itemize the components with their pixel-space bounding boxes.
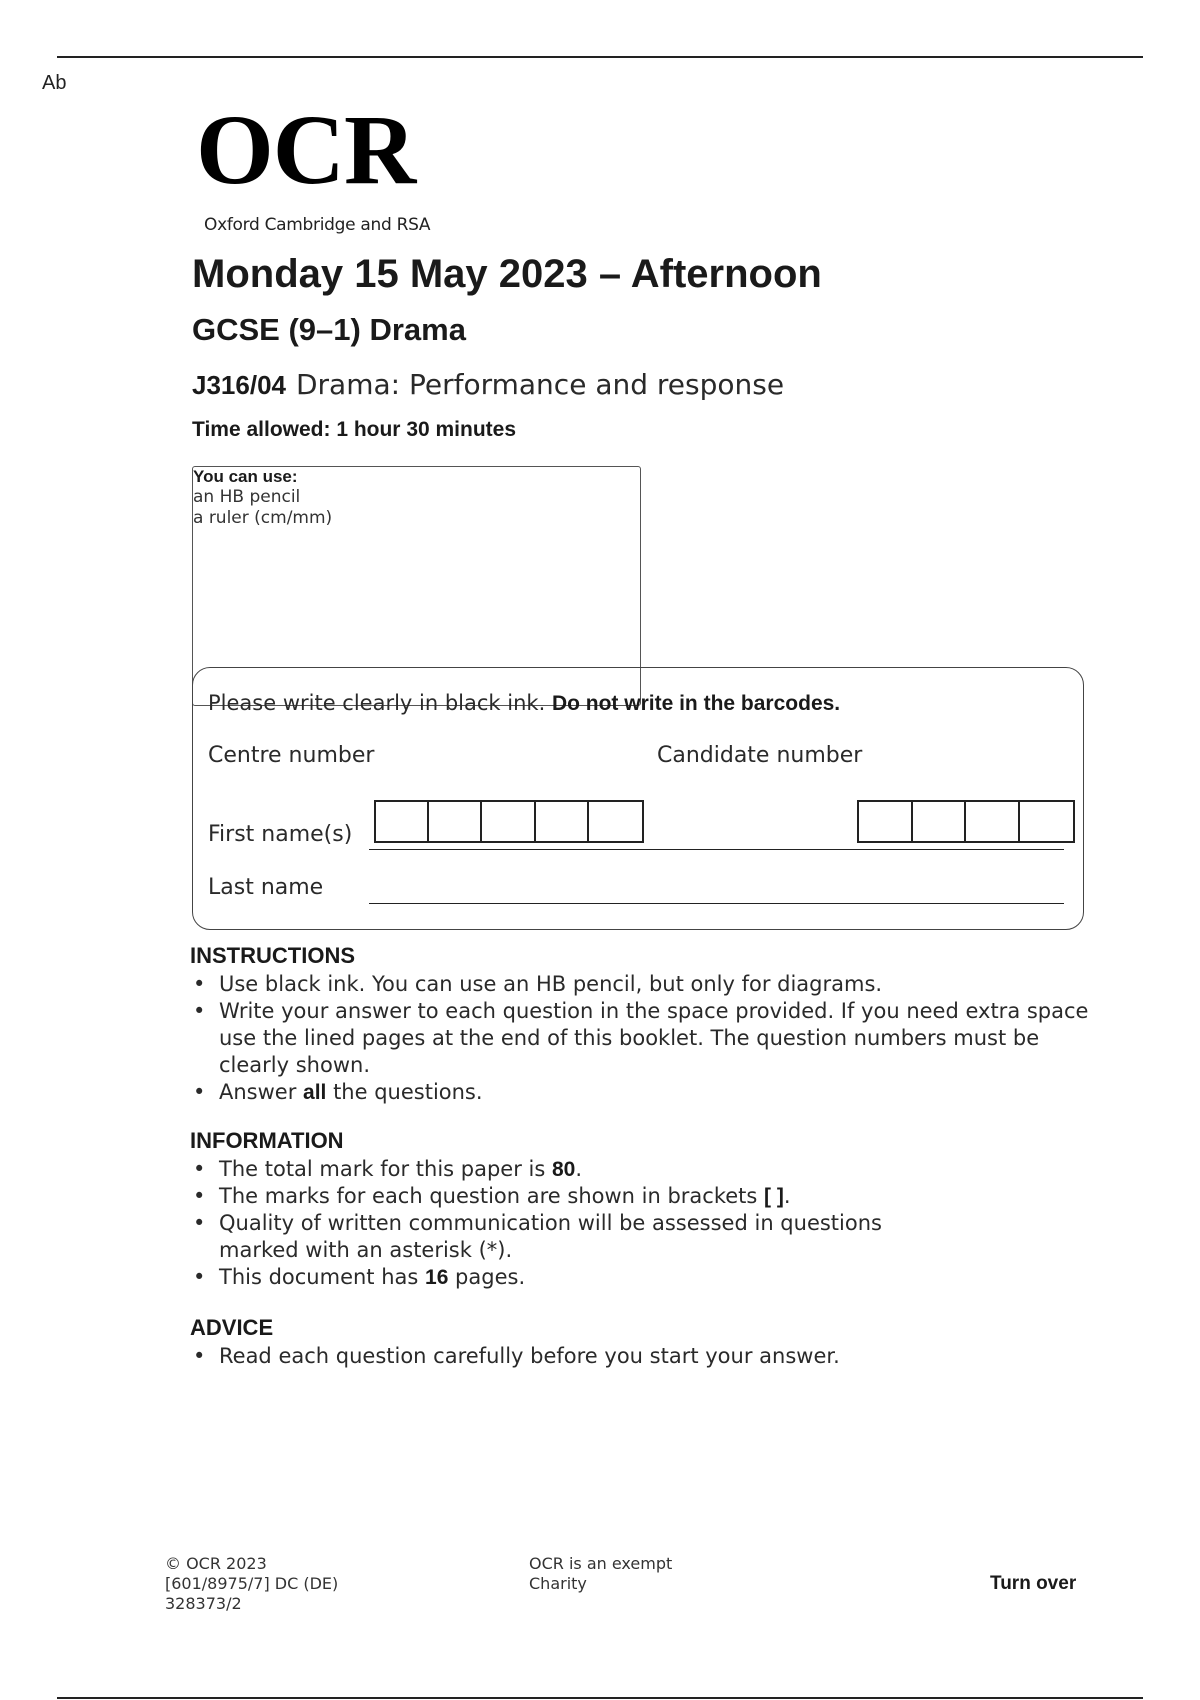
bullet-icon: • [193,1080,206,1104]
turn-over-label: Turn over [990,1573,1077,1594]
footer-code: [601/8975/7] DC (DE) [165,1574,339,1593]
advice-list [190,1343,1110,1370]
list-item: • Answer all the questions. [193,1080,483,1104]
qualification-title: GCSE (9–1) Drama [192,312,466,347]
candidate-number-boxes[interactable] [857,800,1075,843]
bullet-icon: • [193,1265,206,1289]
unit-line [192,368,784,401]
list-item: • Read each question carefully before you start your answer. [193,1344,840,1368]
unit-code: J316/04 [192,370,286,400]
last-name-line[interactable] [369,903,1064,904]
advice-section [190,1315,1110,1370]
corner-tag: Ab [42,72,67,94]
time-allowed: Time allowed: 1 hour 30 minutes [192,418,517,441]
centre-number-digit[interactable] [589,802,642,841]
unit-title: Drama: Performance and response [295,368,785,401]
footer-left [165,1554,338,1614]
candidate-number-digit[interactable] [1020,802,1073,841]
information-list [190,1156,1110,1291]
list-item: • The marks for each question are shown in brackets [ ]. [193,1184,791,1208]
you-can-use-item: an HB pencil [193,487,301,507]
last-name-label: Last name [208,875,324,900]
instructions-list [190,971,1110,1106]
candidate-number-digit[interactable] [913,802,967,841]
bullet-icon: • [193,1344,206,1368]
footer-charity: OCR is an exempt Charity [529,1554,673,1593]
footer-copyright: © OCR 2023 [165,1554,267,1573]
first-name-label: First name(s) [208,822,353,847]
list-item: • The total mark for this paper is 80. [193,1157,583,1181]
ocr-logo-tagline: Oxford Cambridge and RSA [204,215,431,235]
candidate-number-label: Candidate number [657,743,863,768]
centre-number-boxes[interactable] [374,800,644,843]
candidate-instruction-text: Please write clearly in black ink. [208,691,552,715]
candidate-instruction [208,691,840,716]
centre-number-digit[interactable] [429,802,482,841]
bottom-rule [57,1697,1143,1699]
instructions-heading: INSTRUCTIONS [190,943,355,968]
list-item: • Write your answer to each question in the space provided. If you need extra space use the lined pages at the end of this booklet. The question numbers must be clearly shown. [193,999,1089,1077]
information-section [190,1128,1110,1291]
advice-heading: ADVICE [190,1315,274,1340]
bullet-icon: • [193,999,206,1023]
list-item: • Use black ink. You can use an HB pencil, but only for diagrams. [193,972,883,996]
you-can-use-item: a ruler (cm/mm) [193,508,333,528]
candidate-number-digit[interactable] [859,802,913,841]
you-can-use-heading: You can use: [193,467,298,486]
list-item: • Quality of written communication will be assessed in questions marked with an asterisk (*). [193,1211,882,1262]
bullet-icon: • [193,1211,206,1235]
exam-date-session: Monday 15 May 2023 – Afternoon [192,252,822,296]
footer-ref: 328373/2 [165,1594,242,1613]
centre-number-digit[interactable] [482,802,535,841]
centre-number-label: Centre number [208,743,375,768]
ocr-logo: OCR [196,94,416,205]
list-item: • This document has 16 pages. [193,1265,526,1289]
candidate-instruction-bold: Do not write in the barcodes. [551,692,841,715]
bullet-icon: • [193,1184,206,1208]
first-name-line[interactable] [369,849,1064,850]
instructions-section [190,943,1110,1106]
top-rule [57,56,1143,58]
information-heading: INFORMATION [190,1128,344,1153]
candidate-number-digit[interactable] [966,802,1020,841]
bullet-icon: • [193,972,206,996]
bullet-icon: • [193,1157,206,1181]
centre-number-digit[interactable] [376,802,429,841]
centre-number-digit[interactable] [536,802,589,841]
